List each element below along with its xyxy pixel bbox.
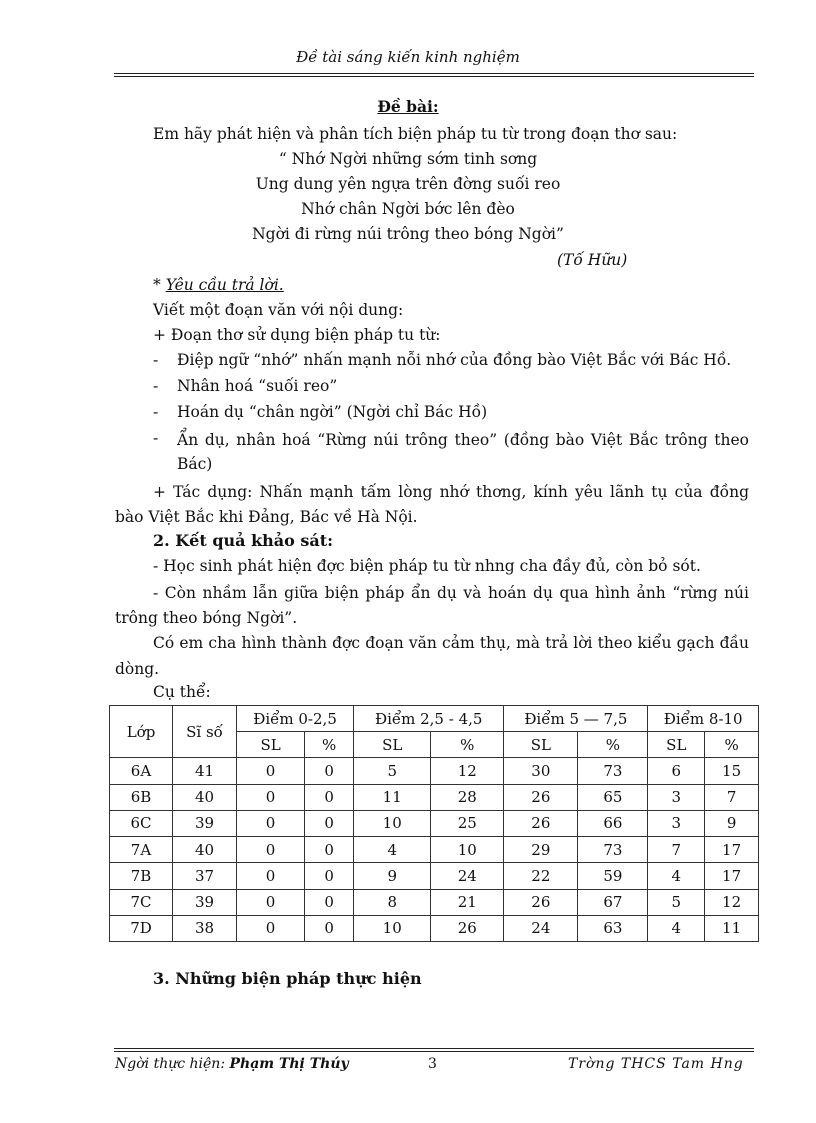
survey-finding: - Còn nhầm lẫn giữa biện pháp ẩn dụ và hoán dụ qua hình ảnh “rừng núi trông theo bóng Ngời”. [115,584,749,627]
table-row [110,784,759,810]
page-header: Đề tài sáng kiến kinh nghiệm [296,48,520,66]
footer-rule-double [114,1051,754,1052]
table-cell: 73 [578,837,648,863]
header-rule [114,73,754,74]
device-dash: - [153,403,159,421]
score-table [109,705,759,942]
table-cell: 0 [305,810,354,836]
page-number: 3 [428,1056,437,1072]
table-cell: 7A [110,837,173,863]
table-cell: 6 [648,758,705,784]
table-cell: 8 [354,889,431,915]
table-cell: 0 [237,758,305,784]
table-subheader-cell: SL [237,732,305,758]
table-cell: 25 [431,810,504,836]
table-cell: 26 [504,889,578,915]
next-section-heading: 3. Những biện pháp thực hiện [153,969,422,988]
device-item: Nhân hoá “suối reo” [177,377,338,395]
table-cell: 0 [237,837,305,863]
table-cell: 17 [705,863,759,889]
table-cell: 40 [173,784,237,810]
poem-author: (Tố Hữu) [557,251,628,269]
exercise-prompt: Em hãy phát hiện và phân tích biện pháp tu từ trong đoạn thơ sau: [153,125,678,143]
table-row [110,837,759,863]
table-cell: 0 [305,863,354,889]
table-cell: 7B [110,863,173,889]
table-cell: 59 [578,863,648,889]
table-cell: 4 [648,915,705,941]
survey-finding: Có em cha hình thành đợc đoạn văn cảm thụ, mà trả lời theo kiểu gạch đầu dòng. [115,634,749,678]
table-cell: 0 [237,784,305,810]
table-subheader-cell: SL [504,732,578,758]
table-cell: 0 [237,915,305,941]
table-cell: 67 [578,889,648,915]
table-cell: 9 [705,810,759,836]
table-row [110,810,759,836]
table-cell: 39 [173,889,237,915]
exercise-heading: Đề bài: [377,97,439,116]
device-item: Hoán dụ “chân ngời” (Ngời chỉ Bác Hồ) [177,403,488,421]
footer-school: Trờng THCS Tam Hng [568,1056,744,1072]
table-cell: 40 [173,837,237,863]
table-cell: 5 [648,889,705,915]
table-cell: 11 [705,915,759,941]
table-cell: 0 [305,889,354,915]
survey-specific: Cụ thể: [153,683,211,701]
footer-author-label: Ngời thực hiện: [115,1056,226,1072]
table-cell: 24 [504,915,578,941]
table-cell: 3 [648,784,705,810]
table-row [110,915,759,941]
table-header-cell: Điểm 8-10 [648,706,759,732]
survey-heading: 2. Kết quả khảo sát: [153,531,334,550]
table-subheader-cell: % [705,732,759,758]
table-body [110,758,759,942]
table-cell: 26 [504,784,578,810]
header-rule-double [114,76,754,77]
table-cell: 5 [354,758,431,784]
table-cell: 12 [431,758,504,784]
table-cell: 7 [648,837,705,863]
table-cell: 7D [110,915,173,941]
devices-intro: + Đoạn thơ sử dụng biện pháp tu từ: [153,326,441,344]
table-row [110,758,759,784]
table-cell: 41 [173,758,237,784]
poem-line: “ Nhớ Ngời những sớm tinh sơng [278,150,538,168]
footer-rule [114,1048,754,1049]
table-cell: 0 [305,915,354,941]
table-cell: 12 [705,889,759,915]
table-row [110,889,759,915]
table-cell: 21 [431,889,504,915]
table-cell: 63 [578,915,648,941]
requirements-label-text: Yêu cầu trả lời. [165,276,284,294]
table-subheader-cell: % [305,732,354,758]
survey-finding: - Học sinh phát hiện đợc biện pháp tu từ nhng cha đầy đủ, còn bỏ sót. [153,557,701,575]
table-subheader-cell: SL [354,732,431,758]
table-subheader-cell: SL [648,732,705,758]
requirements-intro: Viết một đoạn văn với nội dung: [153,301,404,319]
table-header-cell: Điểm 0-2,5 [237,706,354,732]
table-subheader-cell: % [578,732,648,758]
table-cell: 10 [354,810,431,836]
table-cell: 73 [578,758,648,784]
table-subheader-cell: % [431,732,504,758]
table-header-cell: Điểm 2,5 - 4,5 [354,706,504,732]
table-cell: 10 [354,915,431,941]
table-cell: 37 [173,863,237,889]
table-cell: 0 [237,863,305,889]
table-cell: 66 [578,810,648,836]
table-cell: 6C [110,810,173,836]
table-cell: 22 [504,863,578,889]
table-row [110,863,759,889]
table-header-cell: Lớp [110,706,173,758]
table-cell: 10 [431,837,504,863]
poem-line: Nhớ chân Ngời bớc lên đèo [301,200,515,218]
device-item: Ẩn dụ, nhân hoá “Rừng núi trông theo” (đồng bào Việt Bắc trông theo Bác) [177,431,749,473]
table-cell: 28 [431,784,504,810]
table-cell: 11 [354,784,431,810]
table-cell: 0 [305,837,354,863]
device-dash: - [153,351,159,369]
table-cell: 30 [504,758,578,784]
table-cell: 24 [431,863,504,889]
device-dash: - [153,377,159,395]
table-cell: 6B [110,784,173,810]
table-cell: 29 [504,837,578,863]
footer-author-name: Phạm Thị Thúy [229,1056,349,1072]
table-cell: 9 [354,863,431,889]
table-cell: 26 [431,915,504,941]
table-header-cell: Điểm 5 — 7,5 [504,706,648,732]
table-cell: 0 [237,889,305,915]
table-cell: 0 [305,784,354,810]
device-item: Điệp ngữ “nhớ” nhấn mạnh nỗi nhớ của đồng bào Việt Bắc với Bác Hồ. [177,351,732,369]
table-cell: 3 [648,810,705,836]
table-cell: 38 [173,915,237,941]
table-cell: 6A [110,758,173,784]
table-cell: 15 [705,758,759,784]
table-cell: 17 [705,837,759,863]
table-header-cell: Sĩ số [173,706,237,758]
table-cell: 26 [504,810,578,836]
table-cell: 4 [354,837,431,863]
requirements-label: * Yêu cầu trả lời. [153,276,284,294]
table-header-row [110,706,759,732]
table-cell: 4 [648,863,705,889]
effect-paragraph: + Tác dụng: Nhấn mạnh tấm lòng nhớ thơng, kính yêu lãnh tụ của đồng bào Việt Bắc khi Đảng, Bác về Hà Nội. [115,483,749,526]
table-cell: 65 [578,784,648,810]
poem-line: Ung dung yên ngựa trên đờng suối reo [255,175,561,193]
footer-author [115,1056,349,1072]
poem-line: Ngời đi rừng núi trông theo bóng Ngời” [252,225,564,243]
device-dash: - [153,429,159,447]
table-cell: 7C [110,889,173,915]
table-cell: 0 [305,758,354,784]
table-cell: 7 [705,784,759,810]
table-cell: 39 [173,810,237,836]
table-cell: 0 [237,810,305,836]
